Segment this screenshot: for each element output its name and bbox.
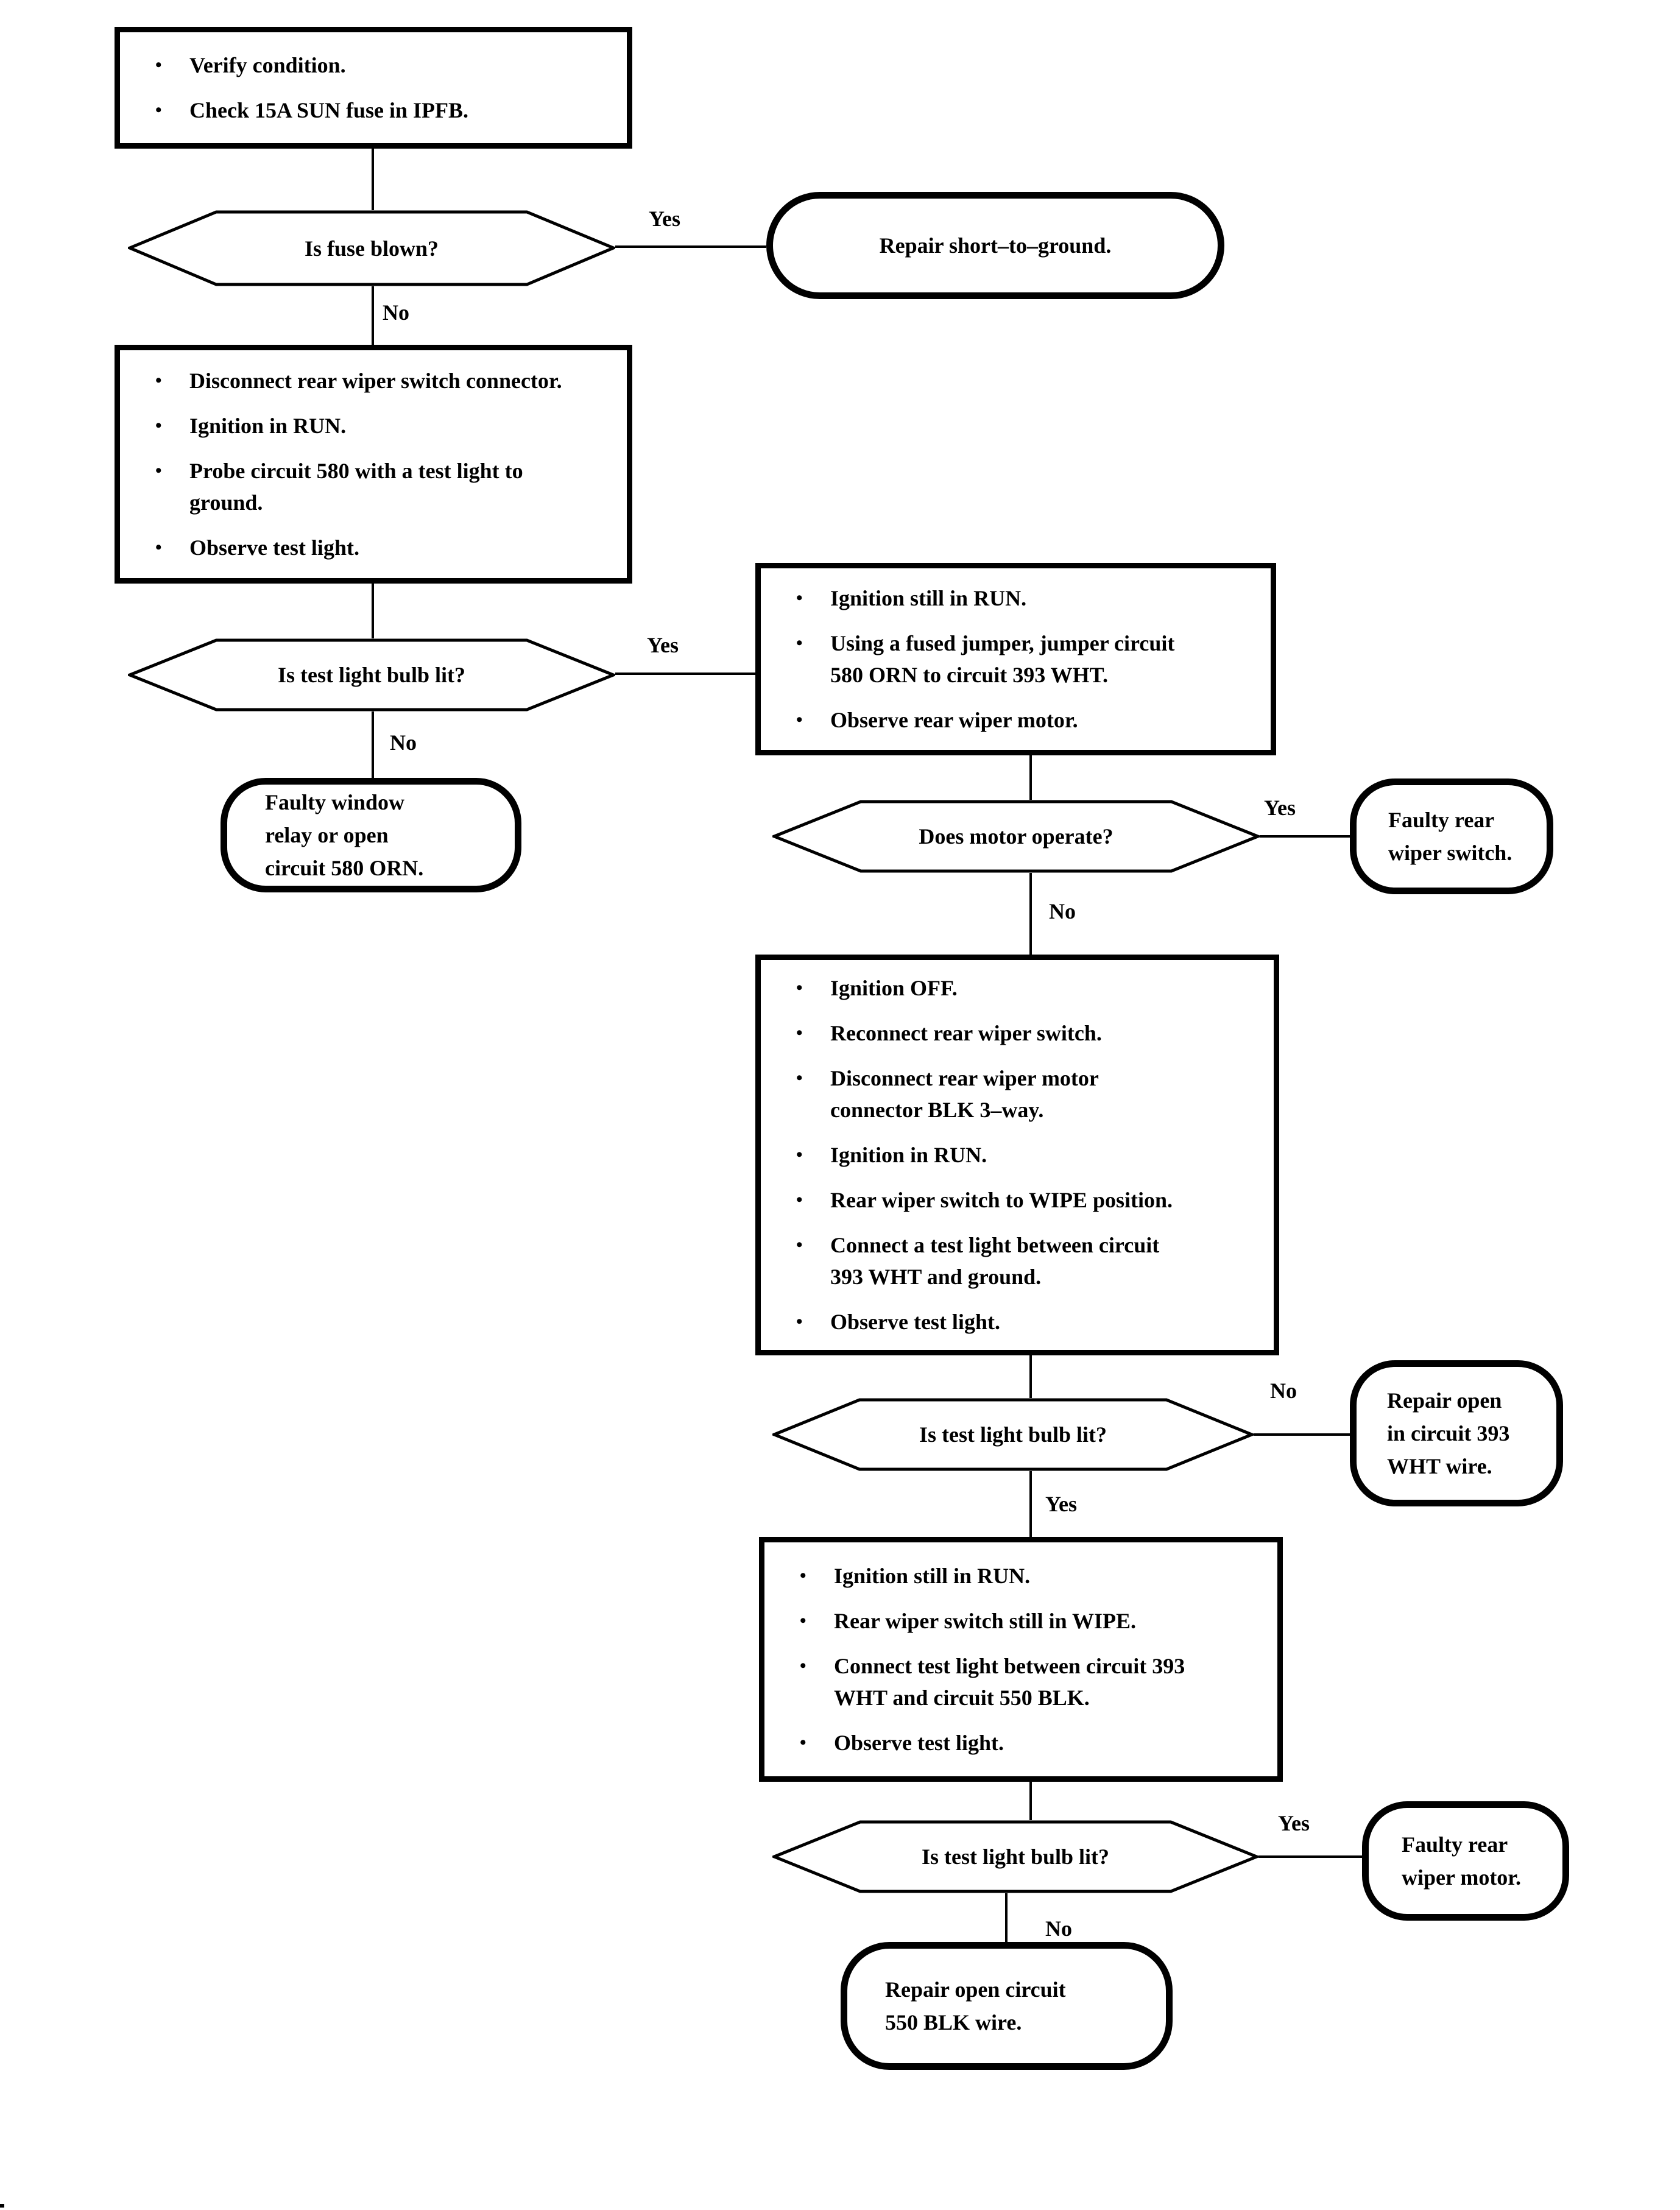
- edge-label-yes: Yes: [649, 207, 680, 231]
- text-line: Ignition in RUN.: [830, 1143, 987, 1167]
- decision-question: Is test light bulb lit?: [919, 1422, 1107, 1447]
- bullet-item: [800, 1727, 1269, 1759]
- decision-question: Is test light bulb lit?: [921, 1845, 1110, 1869]
- bullet-icon: •: [155, 370, 162, 390]
- text-line: Check 15A SUN fuse in IPFB.: [189, 98, 469, 122]
- text-line: Repair open: [1387, 1388, 1502, 1413]
- bullet-icon: •: [800, 1732, 806, 1753]
- text-line: Faulty rear: [1388, 808, 1495, 832]
- text-line: Observe test light.: [189, 535, 359, 560]
- text-line: Ignition still in RUN.: [830, 586, 1027, 610]
- text-line: in circuit 393: [1387, 1421, 1510, 1446]
- is-fuse-blown-decision: [128, 210, 615, 286]
- bullet-item: [155, 49, 618, 81]
- bullet-item: [796, 1306, 1265, 1338]
- edge-label-yes: Yes: [1278, 1811, 1310, 1835]
- bullet-item: [155, 410, 618, 442]
- repair-open-circuit-550-terminal: [841, 1942, 1173, 2070]
- connector-line: [1258, 1855, 1362, 1858]
- text-line: Reconnect rear wiper switch.: [830, 1021, 1102, 1045]
- decision-question: Is test light bulb lit?: [277, 663, 466, 687]
- edge-label-yes: Yes: [647, 633, 679, 657]
- decision-question: Does motor operate?: [919, 824, 1114, 849]
- bullet-icon: •: [155, 55, 162, 75]
- connector-line: [615, 673, 755, 675]
- test-light-lit-decision-3: [772, 1820, 1258, 1893]
- bullet-item: [796, 1062, 1265, 1126]
- connector-line: [1005, 1893, 1008, 1942]
- text-line: Rear wiper switch to WIPE position.: [830, 1188, 1173, 1212]
- bullet-icon: •: [796, 1235, 803, 1255]
- bullet-item: [796, 972, 1265, 1004]
- probe-circuit-580-step-box: [115, 345, 632, 584]
- bullet-icon: •: [796, 710, 803, 730]
- edge-label-no: No: [1045, 1916, 1072, 1941]
- connector-line: [372, 584, 374, 638]
- connector-line: [1029, 1355, 1032, 1398]
- bullet-icon: •: [155, 415, 162, 436]
- text-line: wiper switch.: [1388, 841, 1512, 865]
- edge-label-yes: Yes: [1045, 1492, 1077, 1516]
- text-line: Faulty window: [265, 790, 405, 814]
- bullet-icon: •: [796, 1023, 803, 1043]
- connector-line: [1260, 835, 1350, 838]
- bullet-item: [155, 94, 618, 126]
- bullet-item: [800, 1650, 1269, 1714]
- bullet-icon: •: [796, 1190, 803, 1210]
- bullet-item: [796, 1184, 1265, 1216]
- text-line: Observe test light.: [834, 1731, 1004, 1755]
- test-light-lit-decision-1: [128, 638, 615, 711]
- edge-label-yes: Yes: [1264, 796, 1296, 820]
- faulty-window-relay-terminal: [221, 778, 521, 892]
- bullet-item: [796, 1229, 1265, 1293]
- text-line: Connect test light between circuit 393: [834, 1654, 1185, 1678]
- text-line: Faulty rear: [1402, 1832, 1508, 1857]
- text-line: Repair open circuit: [885, 1977, 1066, 2002]
- text-line: Ignition still in RUN.: [834, 1564, 1031, 1588]
- connector-line: [372, 711, 374, 778]
- text-line: 393 WHT and ground.: [830, 1265, 1042, 1289]
- bullet-item: [155, 455, 618, 518]
- bullet-icon: •: [796, 1145, 803, 1165]
- bullet-icon: •: [796, 1312, 803, 1332]
- connector-line: [1029, 1471, 1032, 1537]
- text-line: Using a fused jumper, jumper circuit: [830, 631, 1175, 655]
- repair-short-to-ground-terminal: [766, 192, 1224, 299]
- bullet-icon: •: [800, 1611, 806, 1631]
- test-light-between-393-550-step-box: [759, 1537, 1283, 1782]
- text-line: Probe circuit 580 with a test light to: [189, 459, 523, 483]
- bullet-icon: •: [796, 633, 803, 653]
- test-light-lit-decision-2: [772, 1398, 1254, 1471]
- text-line: Connect a test light between circuit: [830, 1233, 1160, 1257]
- bullet-icon: •: [155, 537, 162, 557]
- text-line: 580 ORN to circuit 393 WHT.: [830, 663, 1108, 687]
- test-light-circuit-393-step-box: [755, 955, 1279, 1355]
- bullet-item: [796, 627, 1262, 691]
- bullet-item: [155, 532, 618, 563]
- edge-label-no: No: [1270, 1379, 1297, 1403]
- connector-line: [1029, 873, 1032, 955]
- bullet-item: [796, 1017, 1265, 1049]
- text-line: Observe rear wiper motor.: [830, 708, 1078, 732]
- text-line: Observe test light.: [830, 1310, 1000, 1334]
- verify-condition-step-box: [115, 27, 632, 149]
- bullet-item: [796, 582, 1262, 614]
- bullet-item: [155, 365, 618, 397]
- bullet-item: [800, 1560, 1269, 1592]
- faulty-rear-wiper-switch-terminal: [1350, 778, 1553, 894]
- bullet-icon: •: [800, 1656, 806, 1676]
- faulty-rear-wiper-motor-terminal: [1362, 1801, 1569, 1921]
- edge-label-no: No: [1049, 899, 1076, 923]
- text-line: wiper motor.: [1402, 1865, 1521, 1890]
- text-line: 550 BLK wire.: [885, 2010, 1022, 2035]
- connector-line: [1254, 1433, 1350, 1436]
- decision-question: Is fuse blown?: [304, 236, 439, 261]
- bullet-icon: •: [796, 978, 803, 998]
- connector-line: [615, 245, 766, 248]
- bullet-icon: •: [155, 461, 162, 481]
- edge-label-no: No: [390, 730, 417, 755]
- text-line: Repair short–to–ground.: [879, 233, 1112, 258]
- bullet-item: [796, 704, 1262, 736]
- text-line: Verify condition.: [189, 53, 346, 77]
- text-line: connector BLK 3–way.: [830, 1098, 1044, 1122]
- connector-line: [372, 286, 374, 345]
- bullet-item: [796, 1139, 1265, 1171]
- connector-line: [1029, 755, 1032, 800]
- connector-line: [372, 149, 374, 210]
- repair-open-circuit-393-terminal: [1350, 1360, 1563, 1506]
- text-line: Ignition in RUN.: [189, 414, 347, 438]
- connector-line: [1029, 1782, 1032, 1820]
- text-line: Rear wiper switch still in WIPE.: [834, 1609, 1137, 1633]
- text-line: Disconnect rear wiper motor: [830, 1066, 1099, 1090]
- text-line: relay or open: [265, 823, 389, 847]
- bullet-icon: •: [800, 1566, 806, 1586]
- text-line: Ignition OFF.: [830, 976, 958, 1000]
- jumper-circuit-step-box: [755, 563, 1276, 755]
- text-line: WHT and circuit 550 BLK.: [834, 1686, 1090, 1710]
- bullet-icon: •: [796, 1068, 803, 1088]
- bullet-icon: •: [796, 588, 803, 608]
- edge-label-no: No: [383, 300, 409, 325]
- text-line: WHT wire.: [1387, 1454, 1492, 1478]
- bullet-item: [800, 1605, 1269, 1637]
- does-motor-operate-decision: [772, 800, 1260, 873]
- text-line: circuit 580 ORN.: [265, 856, 424, 880]
- bullet-icon: •: [155, 100, 162, 120]
- scan-artifact: [0, 2204, 4, 2208]
- text-line: ground.: [189, 490, 263, 515]
- text-line: Disconnect rear wiper switch connector.: [189, 369, 562, 393]
